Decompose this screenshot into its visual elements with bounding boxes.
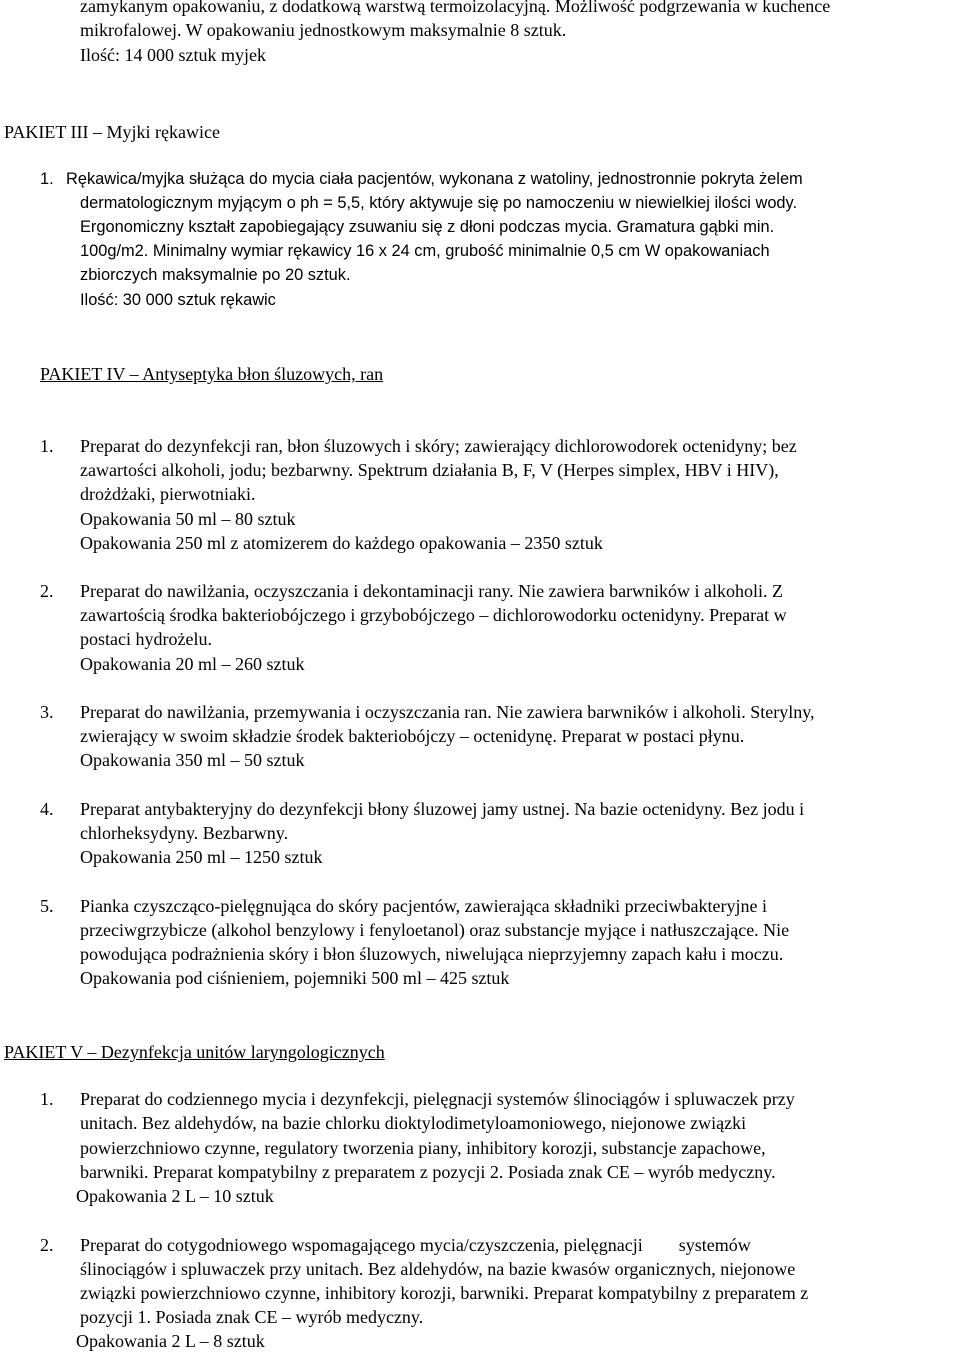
quantity-line: Opakowania 2 L – 10 sztuk bbox=[76, 1186, 274, 1206]
paragraph-line: barwniki. Preparat kompatybilny z preparatem z pozycji 2. Posiada znak CE – wyrób medyczny. bbox=[80, 1162, 776, 1182]
item-number: 3. bbox=[40, 702, 54, 722]
paragraph-line: zbiorczych maksymalnie po 20 sztuk. bbox=[80, 266, 351, 284]
quantity-line: Ilość: 30 000 sztuk rękawic bbox=[80, 291, 276, 309]
paragraph-line: ślinociągów i spluwaczek przy unitach. Bez aldehydów, na bazie kwasów organicznych, niejonowe bbox=[80, 1259, 796, 1279]
quantity-line: Opakowania 350 ml – 50 sztuk bbox=[80, 750, 305, 770]
paragraph-line: związki powierzchniowo czynne, inhibitory korozji, barwniki. Preparat kompatybilny z preparatem z bbox=[80, 1283, 809, 1303]
paragraph-line: Preparat do cotygodniowego wspomagającego mycia/czyszczenia, pielęgnacji systemów bbox=[80, 1235, 751, 1255]
paragraph-line: Preparat antybakteryjny do dezynfekcji błony śluzowej jamy ustnej. Na bazie octenidyny. Bez jodu i bbox=[80, 799, 805, 819]
paragraph-line: powodująca podrażnienia skóry i błon śluzowych, niwelująca nieprzyjemny zapach kału i moczu. bbox=[80, 944, 784, 964]
quantity-line: Opakowania pod ciśnieniem, pojemniki 500 ml – 425 sztuk bbox=[80, 968, 510, 988]
paragraph-line: drożdżaki, pierwotniaki. bbox=[80, 484, 256, 504]
quantity-line: Opakowania 2 L – 8 sztuk bbox=[76, 1331, 265, 1351]
paragraph-line: mikrofalowej. W opakowaniu jednostkowym maksymalnie 8 sztuk. bbox=[80, 20, 567, 40]
quantity-line: Ilość: 14 000 sztuk myjek bbox=[80, 45, 266, 65]
item-number: 2. bbox=[40, 581, 54, 601]
section-heading: PAKIET V – Dezynfekcja unitów laryngologicznych bbox=[4, 1042, 385, 1062]
paragraph-line: unitach. Bez aldehydów, na bazie chlorku dioktylodimetyloamoniowego, niejonowe związki bbox=[80, 1113, 747, 1133]
item-number: 1. bbox=[40, 170, 54, 188]
paragraph-line: powierzchniowo czynne, regulatory tworzenia piany, inhibitory korozji, substancje zapachowe, bbox=[80, 1138, 766, 1158]
quantity-line: Opakowania 250 ml – 1250 sztuk bbox=[80, 847, 323, 867]
paragraph-line: pozycji 1. Posiada znak CE – wyrób medyczny. bbox=[80, 1307, 424, 1327]
paragraph-line: zamykanym opakowaniu, z dodatkową warstwą termoizolacyjną. Możliwość podgrzewania w kuchence bbox=[80, 0, 831, 16]
quantity-line: Opakowania 250 ml z atomizerem do każdego opakowania – 2350 sztuk bbox=[80, 533, 603, 553]
paragraph-line: zwierający w swoim składzie środek bakteriobójczy – octenidynę. Preparat w postaci płynu. bbox=[80, 726, 745, 746]
paragraph-line: chlorheksydyny. Bezbarwny. bbox=[80, 823, 289, 843]
paragraph-line: Preparat do nawilżania, przemywania i oczyszczania ran. Nie zawiera barwników i alkoholi. Sterylny, bbox=[80, 702, 815, 722]
section-heading: PAKIET III – Myjki rękawice bbox=[4, 122, 220, 142]
item-number: 1. bbox=[40, 1089, 54, 1109]
paragraph-line: Preparat do nawilżania, oczyszczania i dekontaminacji rany. Nie zawiera barwników i alkoholi. Z bbox=[80, 581, 784, 601]
paragraph-line: dermatologicznym myjącym o ph = 5,5, który aktywuje się po namoczeniu w niewielkiej ilości wody. bbox=[80, 194, 798, 212]
paragraph-line: przeciwgrzybicze (alkohol benzylowy i fenyloetanol) oraz substancje myjące i natłuszczające. Nie bbox=[80, 920, 790, 940]
item-number: 2. bbox=[40, 1235, 54, 1255]
item-number: 5. bbox=[40, 896, 54, 916]
paragraph-line: zawartości alkoholi, jodu; bezbarwny. Spektrum działania B, F, V (Herpes simplex, HBV i HIV), bbox=[80, 460, 779, 480]
quantity-line: Opakowania 50 ml – 80 sztuk bbox=[80, 509, 296, 529]
paragraph-line: Ergonomiczny kształt zapobiegający zsuwaniu się z dłoni podczas mycia. Gramatura gąbki min. bbox=[80, 218, 775, 236]
paragraph-line: Rękawica/myjka służąca do mycia ciała pacjentów, wykonana z watoliny, jednostronnie pokryta żelem bbox=[66, 170, 803, 188]
paragraph-line: Preparat do codziennego mycia i dezynfekcji, pielęgnacji systemów ślinociągów i spluwaczek przy bbox=[80, 1089, 795, 1109]
paragraph-line: Preparat do dezynfekcji ran, błon śluzowych i skóry; zawierający dichlorowodorek octenidyny; bez bbox=[80, 436, 797, 456]
quantity-line: Opakowania 20 ml – 260 sztuk bbox=[80, 654, 305, 674]
section-heading: PAKIET IV – Antyseptyka błon śluzowych, ran bbox=[40, 364, 384, 384]
paragraph-line: 100g/m2. Minimalny wymiar rękawicy 16 x 24 cm, grubość minimalnie 0,5 cm W opakowaniach bbox=[80, 242, 770, 260]
paragraph-line: Pianka czyszcząco-pielęgnująca do skóry pacjentów, zawierająca składniki przeciwbakteryjne i bbox=[80, 896, 768, 916]
item-number: 4. bbox=[40, 799, 54, 819]
paragraph-line: postaci hydrożelu. bbox=[80, 629, 212, 649]
item-number: 1. bbox=[40, 436, 54, 456]
paragraph-line: zawartością środka bakteriobójczego i grzybobójczego – dichlorowodorku octenidyny. Preparat w bbox=[80, 605, 787, 625]
